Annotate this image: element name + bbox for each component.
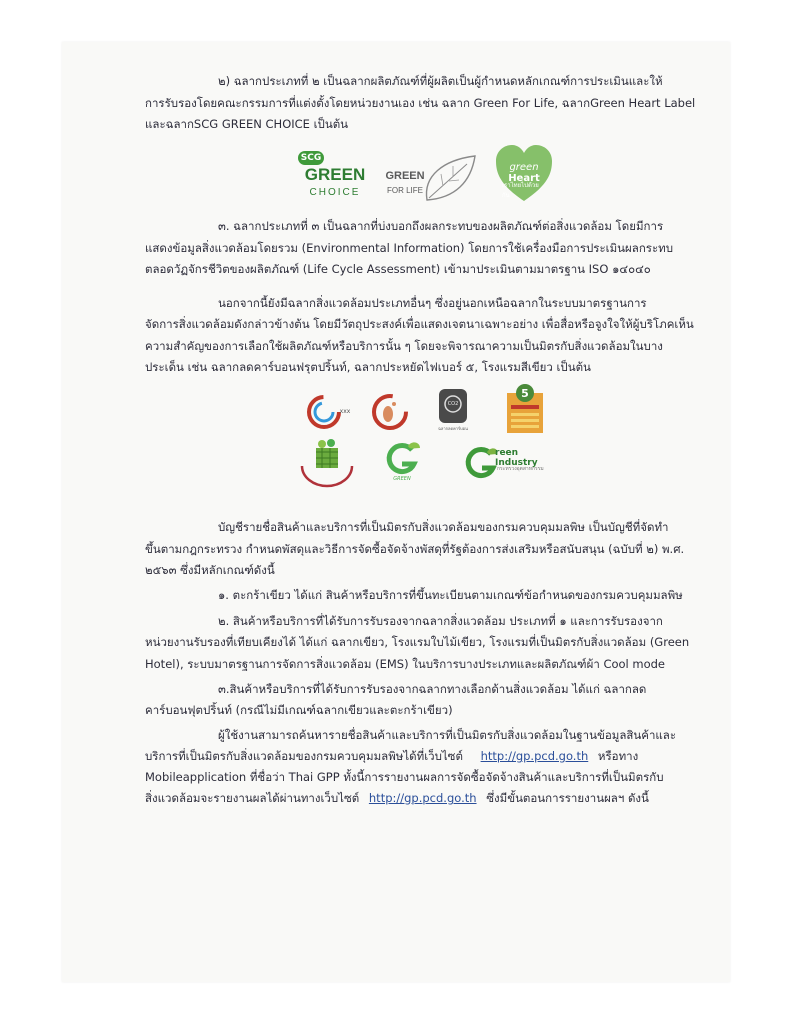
scg-choice-label: CHOICE: [309, 186, 361, 198]
para-other-line2: จัดการสิ่งแวดล้อมดังกล่าวข้างต้น โดยมีวัตถุประสงค์เพื่อแสดงเจตนาเฉพาะอย่าง เพื่อสื่อหรือจูงใจให้ผู้บริโภคเห็น: [145, 317, 694, 331]
green-industry-g-icon: [465, 446, 499, 480]
xxx-label: xxx: [339, 407, 351, 415]
gfl-for-life-label: FOR LIFE: [386, 185, 423, 195]
closing-line2-text: บริการที่เป็นมิตรกับสิ่งแวดล้อมของกรมควบคุมมลพิษได้ที่เว็บไซต์: [145, 749, 463, 763]
green-heart-logo: [494, 143, 554, 205]
green-industry-sublabel: กระทรวงอุตสาหกรรม: [497, 466, 544, 472]
para-list-line1: บัญชีรายชื่อสินค้าและบริการที่เป็นมิตรกับสิ่งแวดล้อมของกรมควบคุมมลพิษ เป็นบัญชีที่จัดทำ: [218, 520, 669, 534]
criteria-item-2-line3: Hotel), ระบบมาตรฐานการจัดการสิ่งแวดล้อม (EMS) ในบริการบางประเภทและผลิตภัณฑ์ผ้า Cool mode: [145, 657, 666, 671]
para-list-line2: ขึ้นตามกฎกระทรวง กำหนดพัสดุและวิธีการจัดซื้อจัดจ้างพัสดุที่รัฐต้องการส่งเสริมหรือสนับสนุน (ฉบับที่ ๒) พ.ศ.: [145, 542, 685, 556]
para-type2-line3: และฉลากSCG GREEN CHOICE เป็นต้น: [145, 117, 349, 131]
criteria-item-1: ๑. ตะกร้าเขียว ได้แก่ สินค้าหรือบริการที่ขึ้นทะเบียนตามเกณฑ์ข้อกำหนดของกรมควบคุมมลพิษ: [218, 588, 683, 602]
closing-line2-tail: หรือทาง: [597, 749, 639, 763]
green-hotel-caption: GREEN: [393, 476, 411, 482]
para-closing-line4: [145, 788, 649, 808]
co2-text: CO2: [447, 401, 459, 407]
closing-line4-text: สิ่งแวดล้อมจะรายงานผลได้ผ่านทางเว็บไซต์: [145, 791, 360, 805]
carbon-reduction-logo: [306, 392, 350, 432]
para-closing-line1: ผู้ใช้งานสามารถค้นหารายชื่อสินค้าและบริการที่เป็นมิตรกับสิ่งแวดล้อมในฐานข้อมูลสินค้าและ: [218, 728, 677, 742]
green-industry-label: reen Industry: [495, 448, 538, 468]
green-for-life-logo: [383, 152, 479, 204]
green-g-icon: [382, 442, 422, 476]
para-other-line3: ความสำคัญของการเลือกใช้ผลิตภัณฑ์หรือบริการนั้น ๆ โดยจะพิจารณาความเป็นมิตรกับสิ่งแวดล้อมในบาง: [145, 339, 663, 353]
para-other-line1: นอกจากนี้ยังมีฉลากสิ่งแวดล้อมประเภทอื่นๆ ซึ่งอยู่นอกเหนือฉลากในระบบมาตรฐานการ: [218, 296, 647, 310]
para-type3-line2: แสดงข้อมูลสิ่งแวดล้อมโดยรวม (Environmental Information) โดยการใช้เครื่องมือการประเมินผลกระทบ: [145, 241, 674, 255]
green-industry-logo: [465, 446, 555, 482]
criteria-item-2-line1: ๒. สินค้าหรือบริการที่ได้รับการรับรองจากฉลากสิ่งแวดล้อม ประเภทที่ ๑ และการรับรองจาก: [218, 614, 663, 628]
gh-green-label: green: [509, 161, 539, 173]
gh-heart-label: Heart: [508, 172, 540, 184]
co2-caption: ฉลากลดคาร์บอน: [438, 426, 468, 431]
footprint-icon: [370, 392, 414, 432]
para-closing-line2: [145, 746, 638, 766]
para-other-line4: ประเด็น เช่น ฉลากลดคาร์บอนฟรุตปริ้นท์, ฉลากประหยัดไฟเบอร์ ๕, โรงแรมสีเขียว เป็นต้น: [145, 360, 591, 374]
basket-icon: [298, 438, 356, 486]
gfl-green-label: GREEN: [385, 170, 425, 182]
criteria-item-3-line1: ๓.สินค้าหรือบริการที่ได้รับการรับรองจากฉลากทางเลือกด้านสิ่งแวดล้อม ได้แก่ ฉลากลด: [218, 682, 647, 696]
carbon-footprint-logo: [370, 392, 414, 432]
gh-tagline: เราไทยไปด้วยกัน: [502, 182, 539, 199]
para-type3-line3: ตลอดวัฏจักรชีวิตของผลิตภัณฑ์ (Life Cycle Assessment) เข้ามาประเมินตามมาตรฐาน ISO ๑๔๐๔๐: [145, 262, 651, 276]
green-basket-logo: [298, 438, 356, 486]
no5-number: 5: [521, 386, 529, 400]
para-closing-line3: Mobileapplication ที่ชื่อว่า Thai GPP ทั้งนี้การรายงานผลการจัดซื้อจัดจ้างสินค้าและบริการที่เป็นมิตรกับ: [145, 770, 664, 784]
gp-pcd-link-2[interactable]: http://gp.pcd.go.th: [368, 791, 477, 805]
gp-pcd-link[interactable]: http://gp.pcd.go.th: [480, 749, 589, 763]
para-type2-line1: ๒) ฉลากประเภทที่ ๒ เป็นฉลากผลิตภัณฑ์ที่ผู้ผลิตเป็นผู้กำหนดหลักเกณฑ์การประเมินและให้: [218, 74, 663, 88]
criteria-item-3-line2: คาร์บอนฟุตปริ้นท์ (กรณีไม่มีเกณฑ์ฉลากเขียวและตะกร้าเขียว): [145, 703, 453, 717]
criteria-item-2-line2: หน่วยงานรับรองที่เทียบเคียงได้ ได้แก่ ฉลากเขียว, โรงแรมใบไม้เขียว, โรงแรมที่เป็นมิตรกับสิ่งแวดล้อม (Green: [145, 635, 690, 649]
scg-green-choice-logo: [298, 151, 370, 203]
para-type2-line2: การรับรองโดยคณะกรรมการที่แต่งตั้งโดยหน่วยงานเอง เช่น ฉลาก Green For Life, ฉลากGreen Heart Label: [145, 96, 696, 110]
scg-label: SCG: [298, 151, 324, 165]
closing-line4-tail: ซึ่งมีขั้นตอนการรายงานผลฯ ดังนี้: [486, 791, 649, 805]
para-type3-line1: ๓. ฉลากประเภทที่ ๓ เป็นฉลากที่บ่งบอกถึงผลกระทบของผลิตภัณฑ์ต่อสิ่งแวดล้อม โดยมีการ: [218, 219, 664, 233]
scg-green-label: GREEN: [304, 165, 366, 184]
energy-saving-no5-logo: [505, 383, 545, 435]
green-hotel-logo: [382, 442, 422, 484]
co2-label-logo: [438, 388, 468, 432]
para-list-line3: ๒๕๖๓ ซึ่งมีหลักเกณฑ์ดังนี้: [145, 563, 275, 577]
